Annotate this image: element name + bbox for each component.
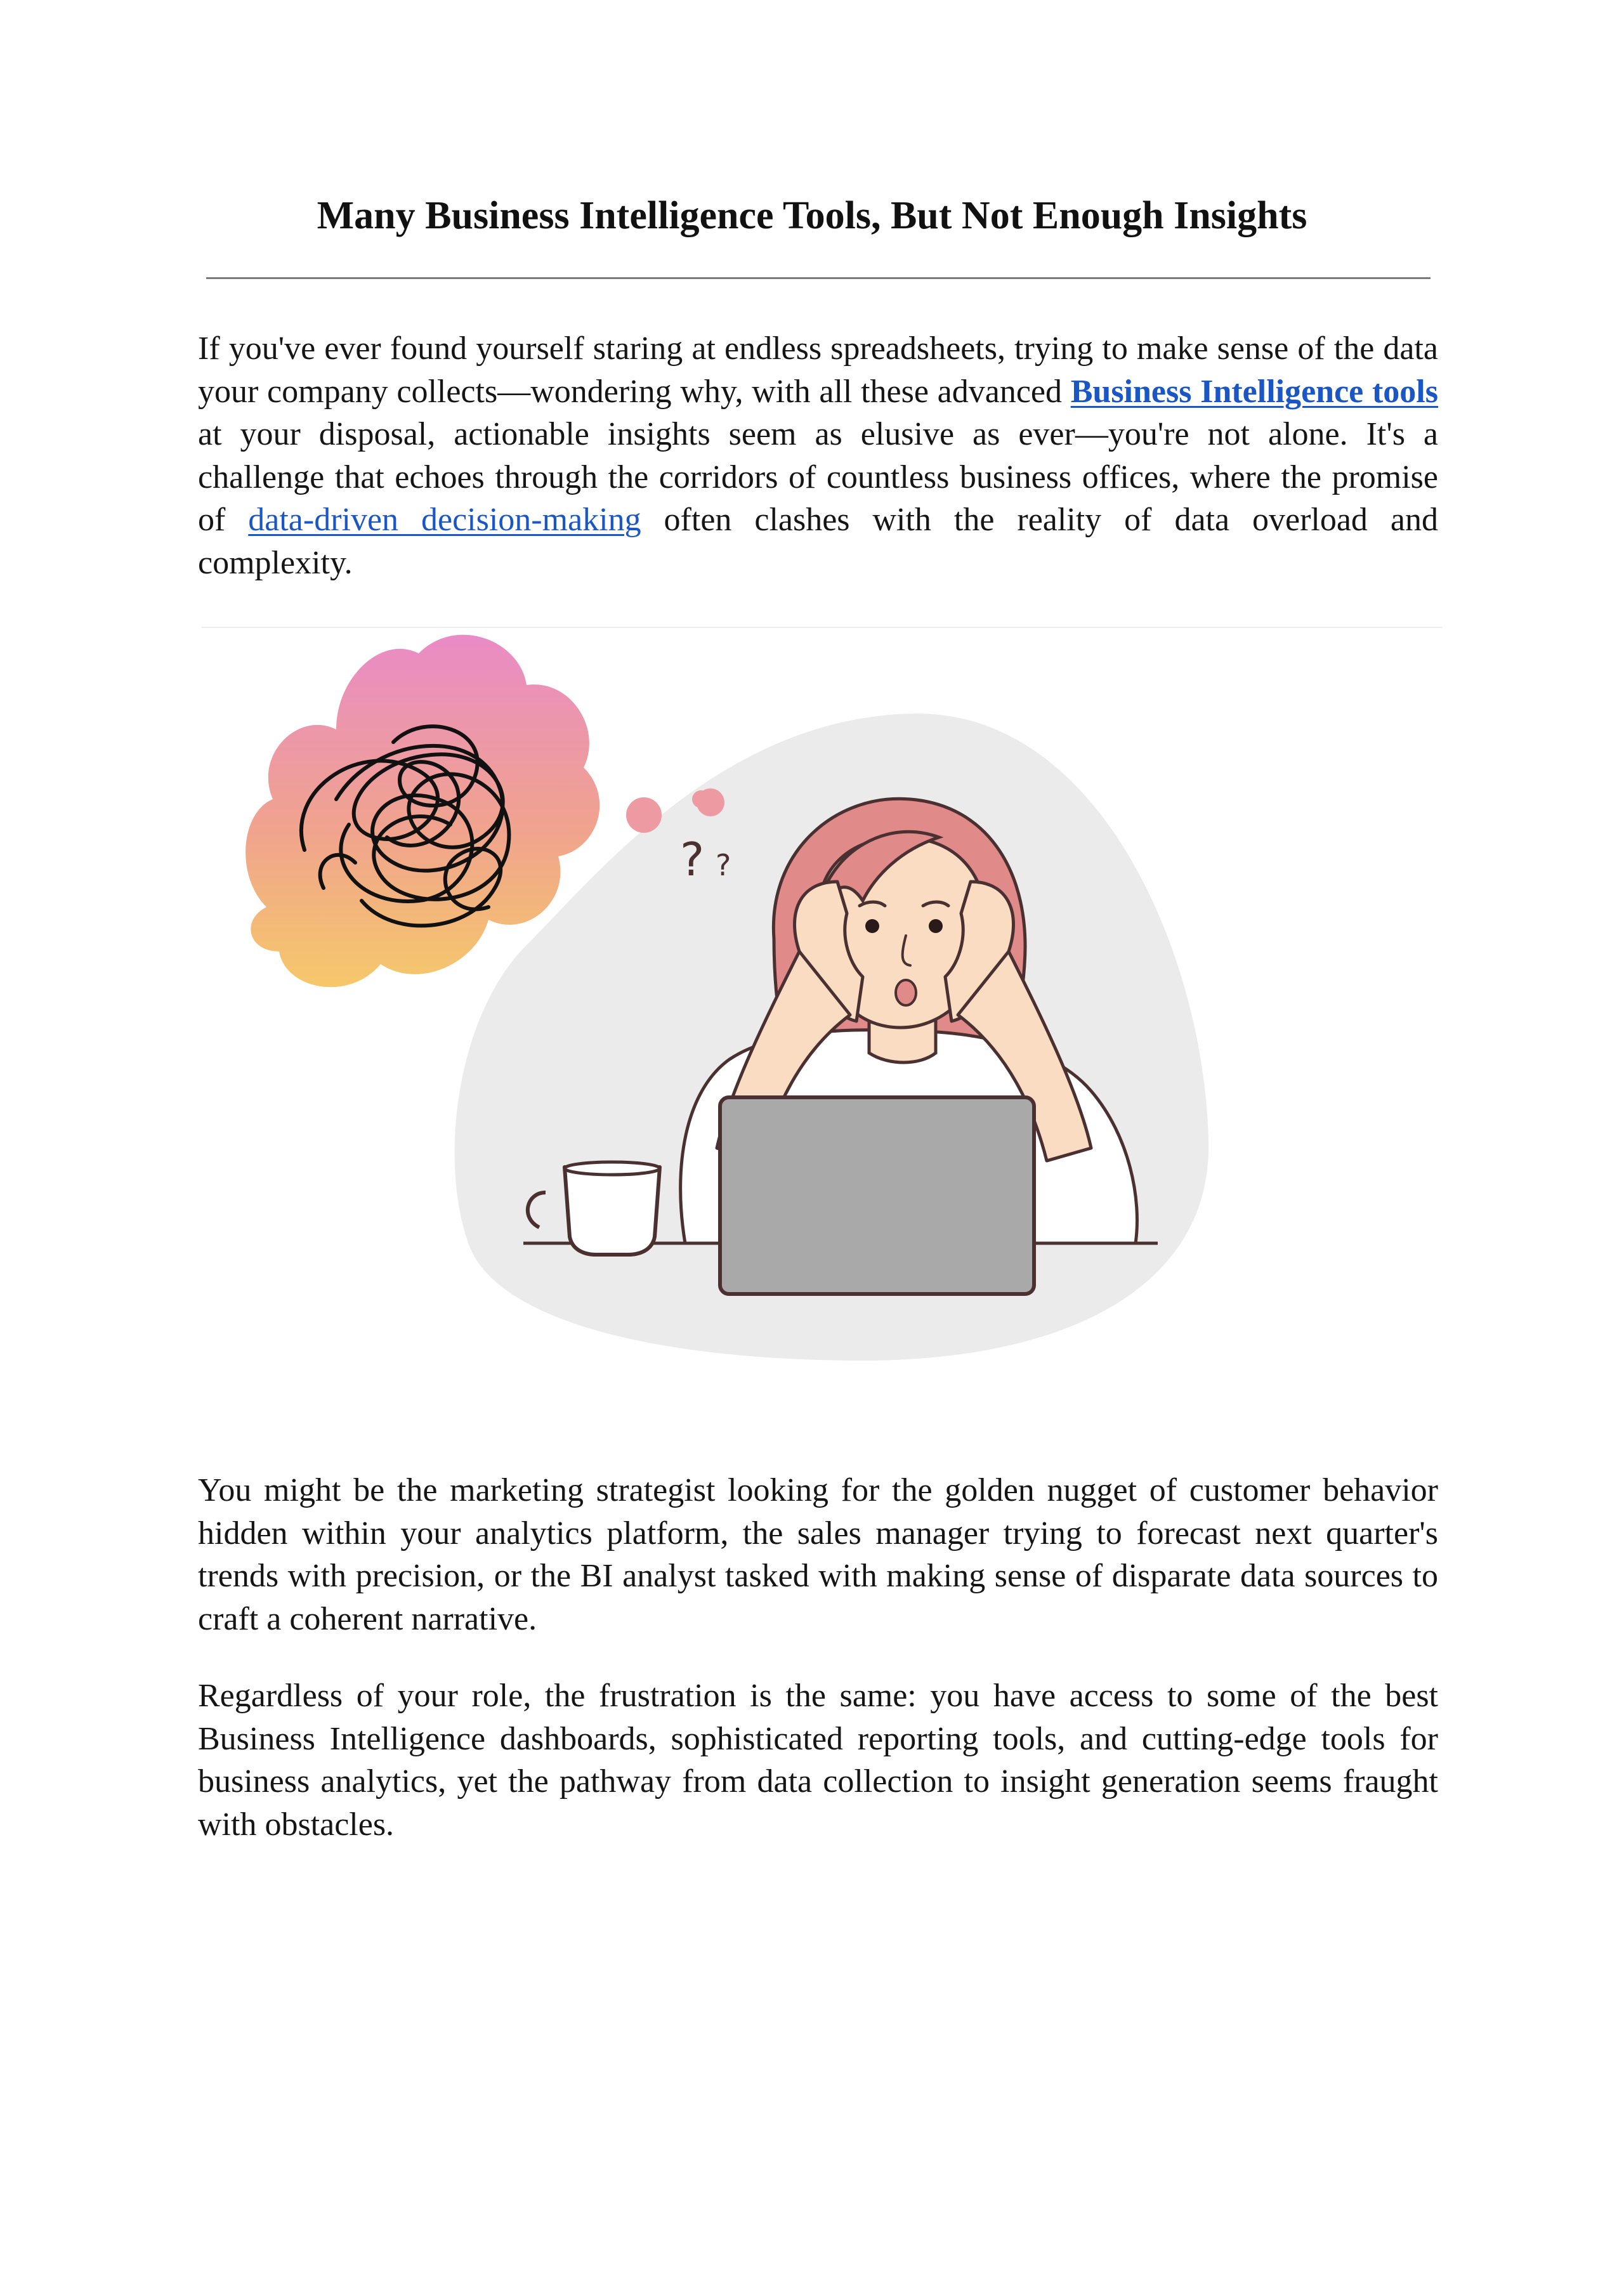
business-intelligence-tools-link[interactable]: Business Intelligence tools (1070, 373, 1438, 410)
role-paragraph: You might be the marketing strategist looking for the golden nugget of customer behavior hidden within your analytics platform, the sales manager trying to forecast next quarter's trends with precision, or the BI analyst tasked with making sense of disparate data sources to craft a coherent narrative. (198, 1472, 1438, 1637)
page-title: Many Business Intelligence Tools, But Not Enough Insights (317, 194, 1307, 237)
frustrated-analyst-illustration (228, 609, 1243, 1370)
mouth (896, 980, 916, 1005)
frustration-paragraph: Regardless of your role, the frustration is the same: you have access to some of the best Business Intelligence dashboards, sophisticated reporting tools, and cutting-edge tools for business analytics, yet the pathway from data collection to insight generation seems fraught with obstacles. (198, 1678, 1438, 1843)
intro-text-1: If you've ever found yourself staring at endless spreadsheets, trying to make sense of the data your company collects—wondering why, with all these advanced (198, 330, 1438, 410)
intro-text-2: at your disposal, actionable insights seem as elusive as ever—you're not alone. It's a challenge that echoes through the corridors of countless business offices, where the promise of (198, 416, 1438, 538)
small-thought-bubble-1 (626, 797, 662, 833)
question-mark-small: ? (716, 848, 731, 882)
laptop (720, 1097, 1034, 1294)
right-eye (929, 919, 943, 933)
intro-text-3: often clashes with the reality of data overload and complexity. (198, 502, 1438, 581)
left-eye (865, 919, 879, 933)
title-divider (206, 277, 1431, 279)
question-mark-large: ? (680, 833, 705, 886)
intro-paragraph (198, 327, 1438, 584)
data-driven-decision-making-link[interactable]: data-driven decision-making (248, 502, 641, 538)
